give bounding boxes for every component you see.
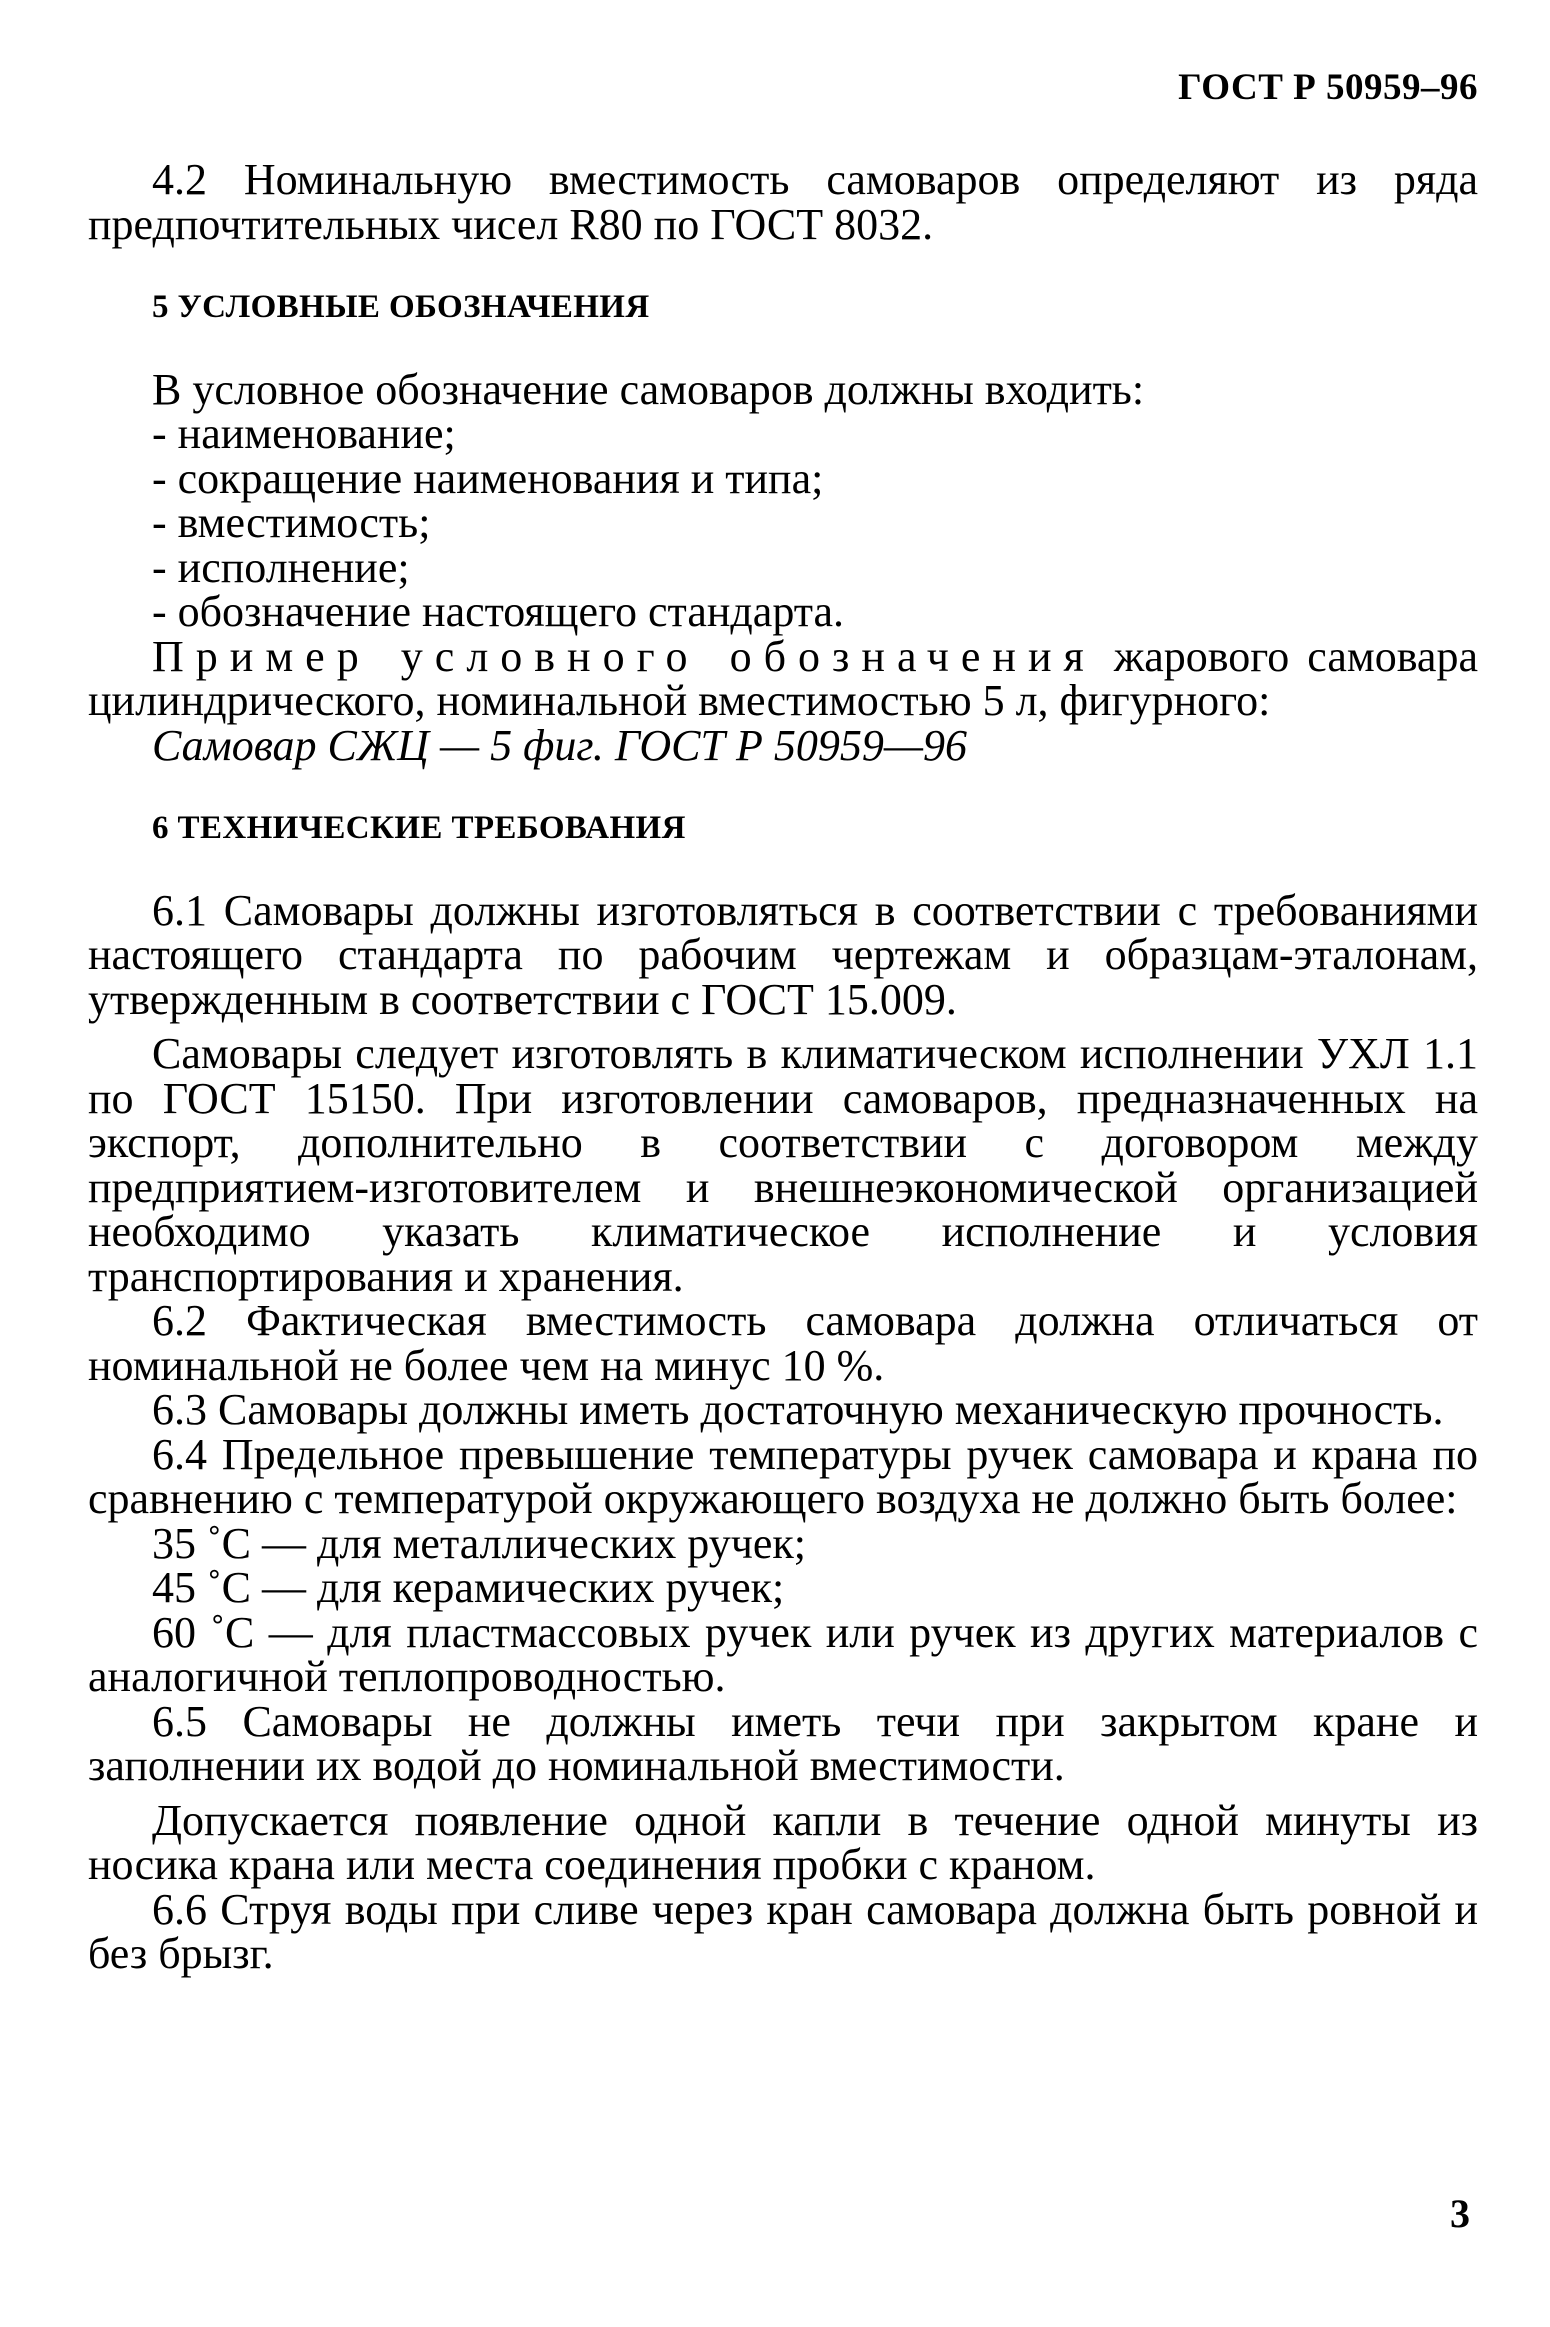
designation-intro: В условное обозначение самоваров должны входить: — [152, 364, 1145, 414]
paragraph-6-2: 6.2 Фактическая вместимость самовара должна отличаться от номинальной не более чем на минус 10 %. — [88, 1296, 1478, 1390]
paragraph-6-4: 6.4 Предельное превышение температуры ручек самовара и крана по сравнению с температурой окружающего воздуха не должно быть более: — [88, 1429, 1478, 1523]
example-designation: Самовар СЖЦ — 5 фиг. ГОСТ Р 50959—96 — [152, 720, 967, 770]
paragraph-6-5-drop: Допускается появление одной капли в течение одной минуты из носика крана или места соединения пробки с краном. — [88, 1795, 1478, 1889]
list-item: - наименование; — [152, 409, 456, 458]
designation-intro-block — [88, 364, 1478, 636]
example-text: жарового самовара цилиндрического, номинальной вместимостью 5 л, фигурного: — [88, 631, 1478, 725]
paragraph-6-1-climate: Самовары следует изготовлять в климатическом исполнении УХЛ 1.1 по ГОСТ 15150. При изготовлении самоваров, предназначенных на экспорт, дополнительно в соответствии с договором между предприятием-изготовителем и внешнеэкономической организацией необходимо указать климатическое исполнение и условия транспортирования и хранения. — [88, 1029, 1478, 1301]
paragraph-4-2: 4.2 Номинальную вместимость самоваров определяют из ряда предпочтительных чисел R80 по ГОСТ 8032. — [88, 155, 1478, 249]
temperature-item: 45 ˚С — для керамических ручек; — [152, 1563, 785, 1612]
list-item: - сокращение наименования и типа; — [152, 453, 824, 503]
standard-code-header: ГОСТ Р 50959–96 — [1178, 67, 1478, 108]
paragraph-6-6: 6.6 Струя воды при сливе через кран самовара должна быть ровной и без брызг. — [88, 1884, 1478, 1978]
list-item: - обозначение настоящего стандарта. — [152, 587, 845, 636]
temperature-item: 35 ˚С — для металлических ручек; — [152, 1518, 806, 1568]
document-body — [88, 155, 1478, 1978]
temperature-item: 60 ˚С — для пластмассовых ручек или ручек из других материалов с аналогичной теплопроводностью. — [88, 1607, 1478, 1701]
paragraph-6-1: 6.1 Самовары должны изготовляться в соответствии с требованиями настоящего стандарта по рабочим чертежам и образцам-эталонам, утвержденным в соответствии с ГОСТ 15.009. — [88, 885, 1478, 1024]
section-5-heading: 5 УСЛОВНЫЕ ОБОЗНАЧЕНИЯ — [152, 289, 650, 325]
paragraph-6-3: 6.3 Самовары должны иметь достаточную механическую прочность. — [152, 1385, 1444, 1434]
section-6-heading: 6 ТЕХНИЧЕСКИЕ ТРЕБОВАНИЯ — [152, 810, 686, 846]
list-item: - вместимость; — [152, 498, 431, 547]
page-number: 3 — [1450, 2191, 1470, 2236]
list-item: - исполнение; — [152, 542, 410, 592]
designation-example — [88, 631, 1478, 725]
example-label: Пример условного обозначения — [152, 631, 1096, 681]
paragraph-6-5: 6.5 Самовары не должны иметь течи при закрытом кране и заполнении их водой до номинальной вместимости. — [88, 1696, 1478, 1790]
